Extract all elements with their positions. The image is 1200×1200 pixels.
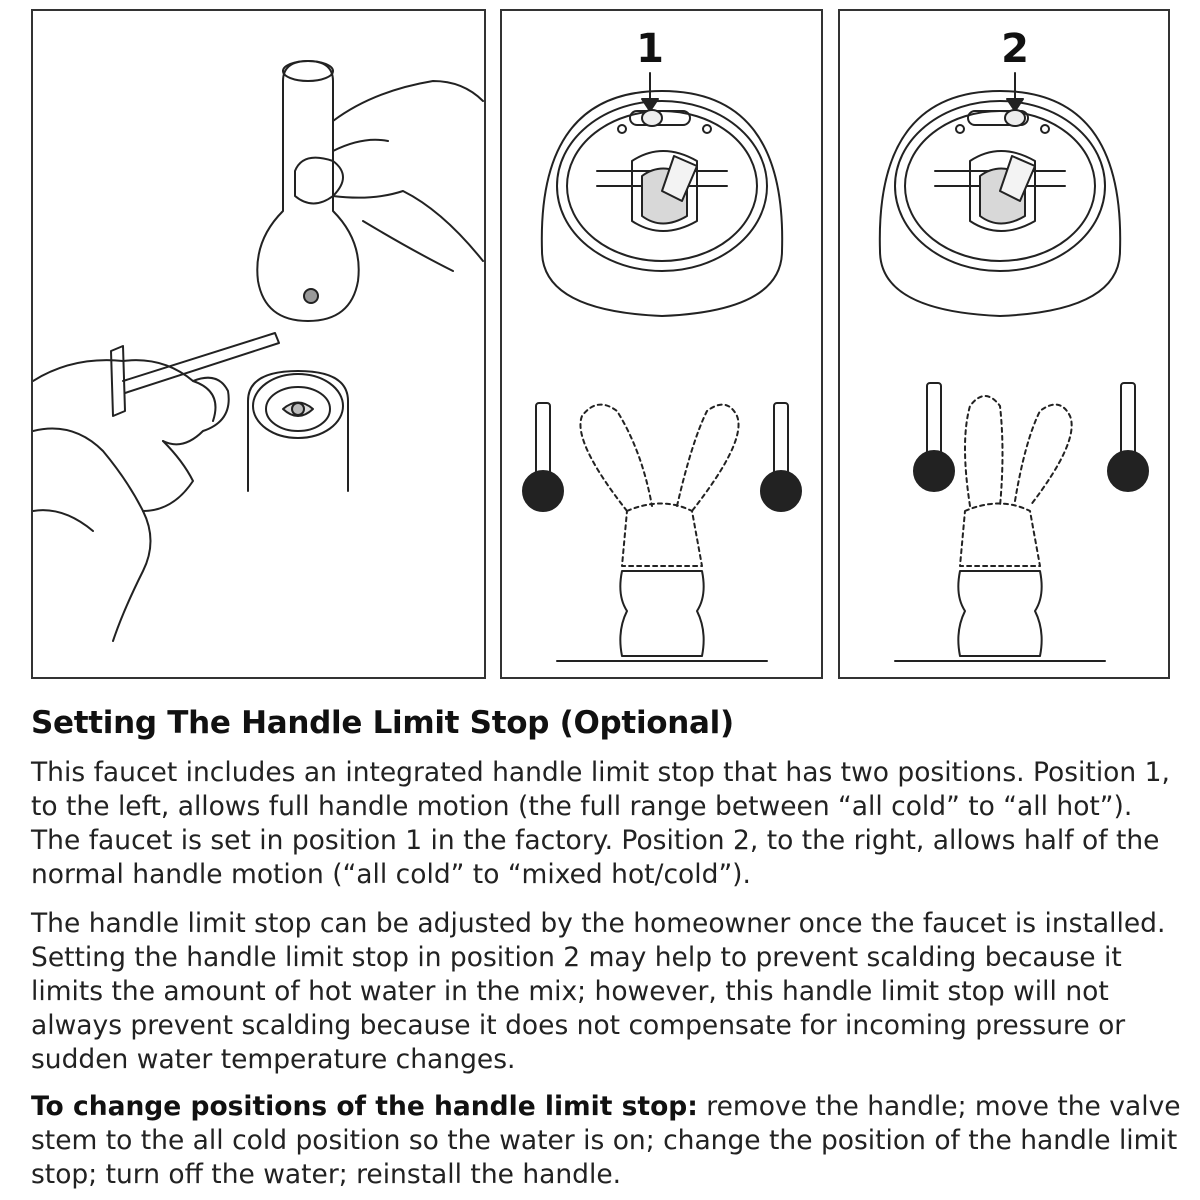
remove-handle-drawing: [33, 11, 484, 677]
faucet-handle: [257, 61, 358, 321]
valve-stem: [1000, 156, 1035, 201]
limit-stop-knob: [642, 110, 662, 126]
position-2-drawing: [840, 11, 1168, 677]
valve-stem: [662, 156, 697, 201]
paragraph-positions: [31, 756, 1181, 892]
position-1-drawing: [502, 11, 821, 677]
handle-swing-center: [965, 396, 1003, 506]
hot-thermometer-icon: [1121, 383, 1135, 458]
instructions-body: remove the handle; move the valve stem to the all cold position so the water is on; change the position of the handle limit stop; turn off the water; reinstall the handle.: [31, 1091, 1181, 1190]
paragraph-instructions: [31, 1090, 1181, 1192]
paragraph-adjustment: [31, 907, 1181, 1077]
position-1-label: 1: [636, 26, 664, 72]
position-2-label: 2: [1001, 26, 1029, 72]
handle-swing-hot: [677, 405, 739, 511]
handle-swing-cold: [580, 405, 652, 511]
handle-swing-mixed: [1015, 405, 1072, 506]
instructions-lead: To change positions of the handle limit stop:: [31, 1091, 698, 1122]
illustration-position-2: [838, 9, 1170, 679]
cold-thermometer-icon: [927, 383, 941, 458]
section-heading: Setting The Handle Limit Stop (Optional): [31, 705, 734, 741]
cold-thermometer-icon: [536, 403, 550, 478]
paragraph-3-text: [31, 1090, 1181, 1192]
limit-stop-knob: [1005, 110, 1025, 126]
hot-thermometer-icon: [774, 403, 788, 478]
illustration-remove-handle: [31, 9, 486, 679]
illustration-position-1: [500, 9, 823, 679]
paragraph-1-text: This faucet includes an integrated handle limit stop that has two positions. Position 1, to the left, allows full handle motion (the full range between “all cold” to “all hot”). The faucet is set in position 1 in the factory. Position 2, to the right, allows half of the normal handle motion (“all cold” to “mixed hot/cold”).: [31, 757, 1170, 890]
paragraph-2-text: The handle limit stop can be adjusted by the homeowner once the faucet is installed. Setting the handle limit stop in position 2 may help to prevent scalding because it limits the amount of hot water in the mix; however, this handle limit stop will not always prevent scalding because it does not compensate for incoming pressure or sudden water temperature changes.: [31, 908, 1166, 1075]
faucet-spout-base: [620, 571, 703, 656]
faucet-spout-base: [958, 571, 1041, 656]
